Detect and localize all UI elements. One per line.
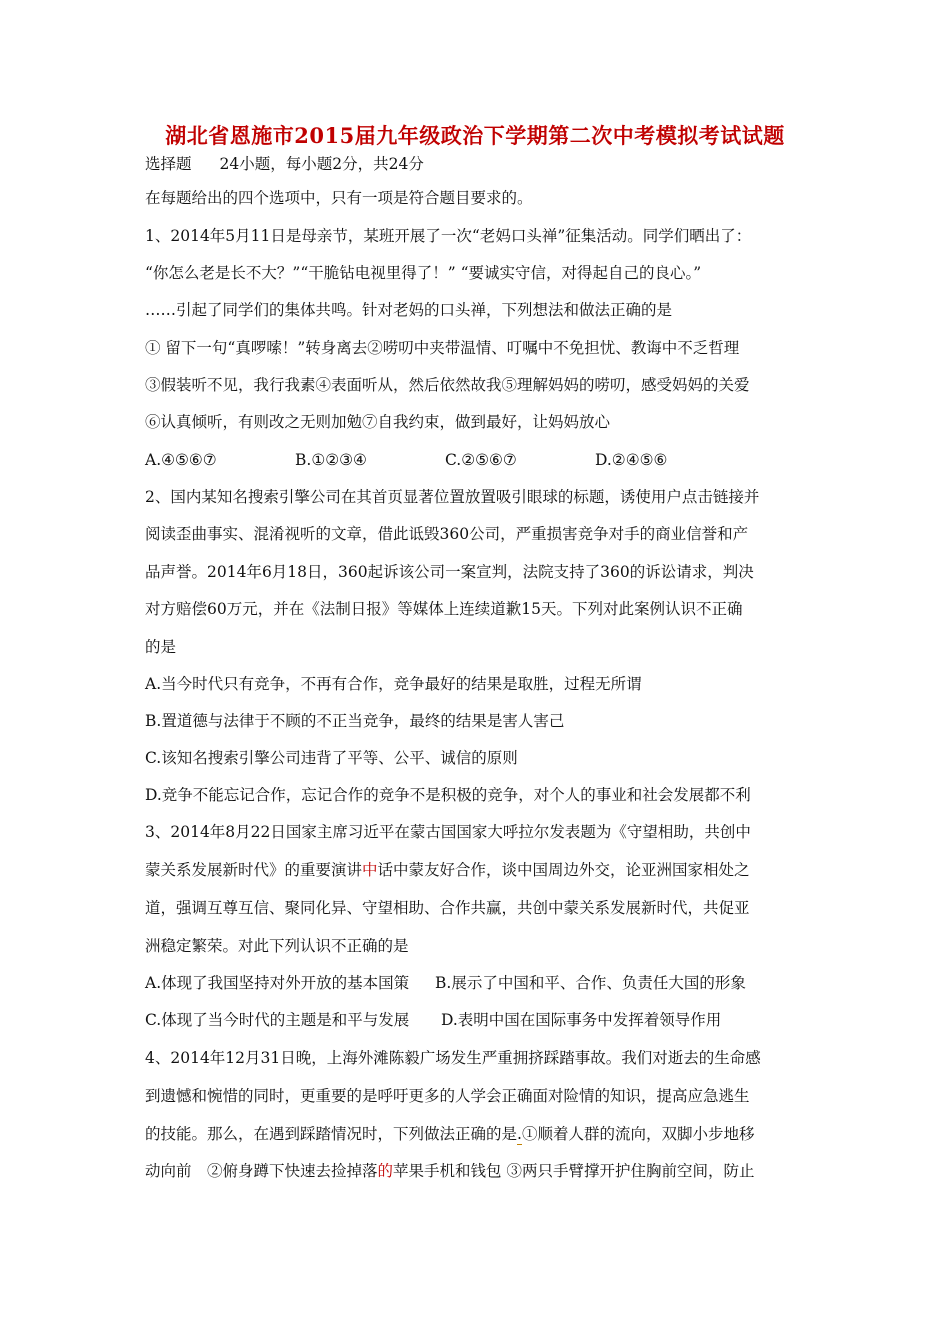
q4-line-3 (145, 1124, 754, 1144)
instruction: 在每题给出的四个选项中，只有一项是符合题目要求的。 (145, 189, 533, 207)
q4-line-1: 4、2014年12月31日晚，上海外滩陈毅广场发生严重拥挤踩踏事故。我们对逝去的生命感 (145, 1049, 761, 1067)
q2-line-4: 对方赔偿60万元，并在《法制日报》等媒体上连续道歉15天。下列对此案例认识不正确 (145, 600, 743, 618)
q1-option-c: C.②⑤⑥⑦ (445, 451, 517, 469)
q2-option-d: D.竞争不能忘记合作，忘记合作的竞争不是积极的竞争，对个人的事业和社会发展都不利 (145, 786, 751, 804)
q1-option-d: D.②④⑤⑥ (595, 451, 668, 469)
q4-line-4-text-a: 动向前 ②俯身蹲下快速去捡掉落 (145, 1162, 378, 1180)
page-title: 湖北省恩施市2015届九年级政治下学期第二次中考模拟考试试题 (165, 123, 785, 148)
q4-line-4-highlight: 的 (377, 1162, 394, 1180)
q2-line-3: 品声誉。2014年6月18日，360起诉该公司一案宣判，法院支持了360的诉讼请求，判决 (145, 563, 754, 581)
q2-line-5: 的是 (145, 638, 177, 656)
q1-line-4: ① 留下一句“真啰嗦！”转身离去②唠叨中夹带温情、叮嘱中不免担忧、教诲中不乏哲理 (145, 339, 740, 357)
q3-line-2-highlight: 中 (362, 861, 378, 879)
q3-line-1: 3、2014年8月22日国家主席习近平在蒙古国国家大呼拉尔发表题为《守望相助，共创中 (145, 823, 751, 841)
q3-option-c: C.体现了当今时代的主题是和平与发展 (145, 1011, 410, 1029)
q2-line-2: 阅读歪曲事实、混淆视听的文章，借此诋毁360公司，严重损害竞争对手的商业信誉和产 (145, 525, 749, 543)
q1-line-1: 1、2014年5月11日是母亲节，某班开展了一次“老妈口头禅”征集活动。同学们晒出了： (145, 227, 752, 245)
q1-line-2: “你怎么老是长不大？”“干脆钻电视里得了！” “要诚实守信，对得起自己的良心。” (145, 264, 702, 282)
q2-line-1: 2、国内某知名搜索引擎公司在其首页显著位置放置吸引眼球的标题，诱使用户点击链接并 (145, 488, 760, 506)
q4-line-3-text-a: 的技能。那么，在遇到踩踏情况时，下列做法正确的是 (145, 1125, 518, 1143)
section-name: 选择题 (145, 155, 192, 173)
q1-line-3: ……引起了同学们的集体共鸣。针对老妈的口头禅，下列想法和做法正确的是 (145, 301, 673, 319)
q3-options-cd (145, 1010, 721, 1030)
q4-line-4-text-c: 苹果手机和钱包 ③两只手臂撑开护住胸前空间，防止 (393, 1162, 755, 1180)
q3-option-d: D.表明中国在国际事务中发挥着领导作用 (441, 1011, 722, 1029)
q4-line-4 (145, 1161, 754, 1181)
section-desc: 24小题，每小题2分，共24分 (219, 155, 424, 173)
q3-line-3: 道，强调互尊互信、聚同化异、守望相助、合作共赢，共创中蒙关系发展新时代，共促亚 (145, 899, 750, 917)
q3-option-b: B.展示了中国和平、合作、负责任大国的形象 (435, 974, 746, 992)
q2-option-c: C.该知名搜索引擎公司违背了平等、公平、诚信的原则 (145, 749, 518, 767)
q1-option-a: A.④⑤⑥⑦ (145, 451, 217, 469)
q4-line-3-mark: . (517, 1125, 522, 1143)
q2-option-b: B.置道德与法律于不顾的不正当竞争，最终的结果是害人害己 (145, 712, 565, 730)
q4-line-3-text-c: ①顺着人群的流向，双脚小步地移 (521, 1125, 755, 1143)
q1-line-5: ③假装听不见，我行我素④表面听从，然后依然故我⑤理解妈妈的唠叨，感受妈妈的关爱 (145, 376, 750, 394)
q1-option-b: B.①②③④ (295, 451, 367, 469)
q3-line-2-text-a: 蒙关系发展新时代》的重要演讲 (145, 861, 363, 879)
q3-line-4: 洲稳定繁荣。对此下列认识不正确的是 (145, 937, 409, 955)
q1-options (145, 450, 667, 470)
section-header (145, 154, 424, 174)
q4-line-2: 到遗憾和惋惜的同时，更重要的是呼吁更多的人学会正确面对险情的知识，提高应急逃生 (145, 1087, 750, 1105)
q3-options-ab (145, 973, 746, 993)
q2-option-a: A.当今时代只有竞争，不再有合作，竞争最好的结果是取胜，过程无所谓 (145, 675, 642, 693)
q1-line-6: ⑥认真倾听，有则改之无则加勉⑦自我约束，做到最好，让妈妈放心 (145, 413, 611, 431)
q3-line-2-text-c: 话中蒙友好合作，谈中国周边外交，论亚洲国家相处之 (377, 861, 750, 879)
q3-option-a: A.体现了我国坚持对外开放的基本国策 (145, 974, 410, 992)
q3-line-2 (145, 860, 750, 880)
